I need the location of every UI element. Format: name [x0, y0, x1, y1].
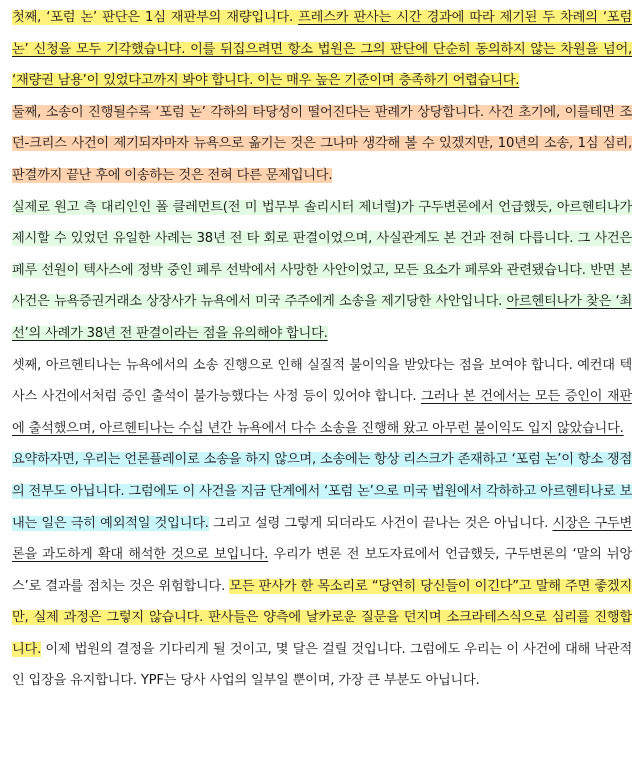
- para-5-segment-highlighted: 모든 판사가 한 목소리로 “당연히 당신들이 이긴다”고 말해 주면 좋겠지만, 실제 과정은 그렇지 않습니다. 판사들은 양측에 날카로운 질문을 던지며 소크라테스식으로 심리를 진행합니다.: [12, 578, 632, 657]
- para-1-segment: 첫째, ‘포럼 논’ 판단은 1심 재판부의 재량입니다.: [12, 10, 299, 25]
- para-3-segment-underlined: 아르헨티나가 찾은 ‘최선’의 사례가 38년 전 판결이라는 점을 유의해야 합니다.: [12, 294, 633, 341]
- para-3-segment: 실제로 원고 측 대리인인 폴 클레먼트(전 미 법무부 솔리시터 제너럴)가 구두변론에서 언급했듯, 아르헨티나가 제시할 수 있었던 유일한 사례는 38년 전 타 회로 판결이었으며, 사실관계도 본 건과 전혀 다릅니다. 그 사건은 페루 선원이 텍사스에 정박 중인 페루 선박에서 사망한 사안이었고, 모든 요소가 페루와 관련됐습니다. 반면 본 사건은 뉴욕증권거래소 상장사가 뉴욕에서 미국 주주에게 소송을 제기당한 사안입니다.: [12, 199, 632, 310]
- para-5-segment: 이제 법원의 결정을 기다리게 될 것이고, 몇 달은 걸릴 것입니다. 그럼에도 우리는 이 사건에 대해 낙관적인 입장을 유지합니다. YPF는 당사 사업의 일부일 뿐이며, 가장 큰 부분도 아닙니다.: [12, 641, 632, 689]
- para-5-segment: 우리가 변론 전 보도자료에서 언급했듯, 구두변론의 ‘말의 뉘앙스’로 결과를 점치는 것은 위험합니다.: [12, 547, 632, 594]
- para-2-segment: 둘째, 소송이 진행될수록 ‘포럼 논’ 각하의 타당성이 떨어진다는 판례가 상당합니다. 사건 초기에, 이를테면 조던-크리스 사건이 제기되자마자 뉴욕으로 옮기는 것은 그나마 생각해 볼 수 있겠지만, 10년의 소송, 1심 심리, 판결까지 끝난 후에 이송하는 것은 전혀 다른 문제입니다.: [12, 104, 632, 183]
- para-5-segment-underlined: 시장은 구두변론을 과도하게 확대 해석한 것으로 보입니다.: [12, 515, 632, 563]
- para-1-segment-underlined: 프레스카 판사는 시간 경과에 따라 제기된 두 차례의 ‘포럼 논’ 신청을 모두 기각했습니다. 이를 뒤집으려면 항소 법원은 그의 판단에 단순히 동의하지 않는 차원을 넘어, ‘재량권 남용’이 있었다고까지 봐야 합니다. 이는 매우 높은 기준이며 충족하기 어렵습니다.: [12, 10, 632, 89]
- para-5-segment: 그리고 설령 그렇게 되더라도 사건이 끝나는 것은 아닙니다.: [208, 515, 553, 531]
- para-3: [12, 192, 632, 350]
- para-5-segment-summary: 요약하자면, 우리는 언론플레이로 소송을 하지 않으며, 소송에는 항상 리스크가 존재하고 ‘포럼 논’이 항소 쟁점의 전부도 아닙니다. 그럼에도 이 사건을 지금 단계에서 ‘포럼 논’으로 미국 법원에서 각하하고 아르헨티나로 보내는 일은 극히 예외적일 것입니다.: [12, 452, 632, 531]
- para-4-segment-underlined: 그러나 본 건에서는 모든 증인이 재판에 출석했으며, 아르헨티나는 수십 년간 뉴욕에서 다수 소송을 진행해 왔고 아무런 불이익도 입지 않았습니다.: [12, 389, 632, 436]
- para-1: [12, 2, 632, 97]
- para-4: [12, 350, 632, 445]
- para-5: [12, 444, 632, 697]
- para-4-segment: 셋째, 아르헨티나는 뉴욕에서의 소송 진행으로 인해 실질적 불이익을 받았다는 점을 보여야 합니다. 예컨대 텍사스 사건에서처럼 증인 출석이 불가능했다는 사정 등이 있어야 합니다.: [12, 357, 632, 405]
- para-2: [12, 97, 632, 192]
